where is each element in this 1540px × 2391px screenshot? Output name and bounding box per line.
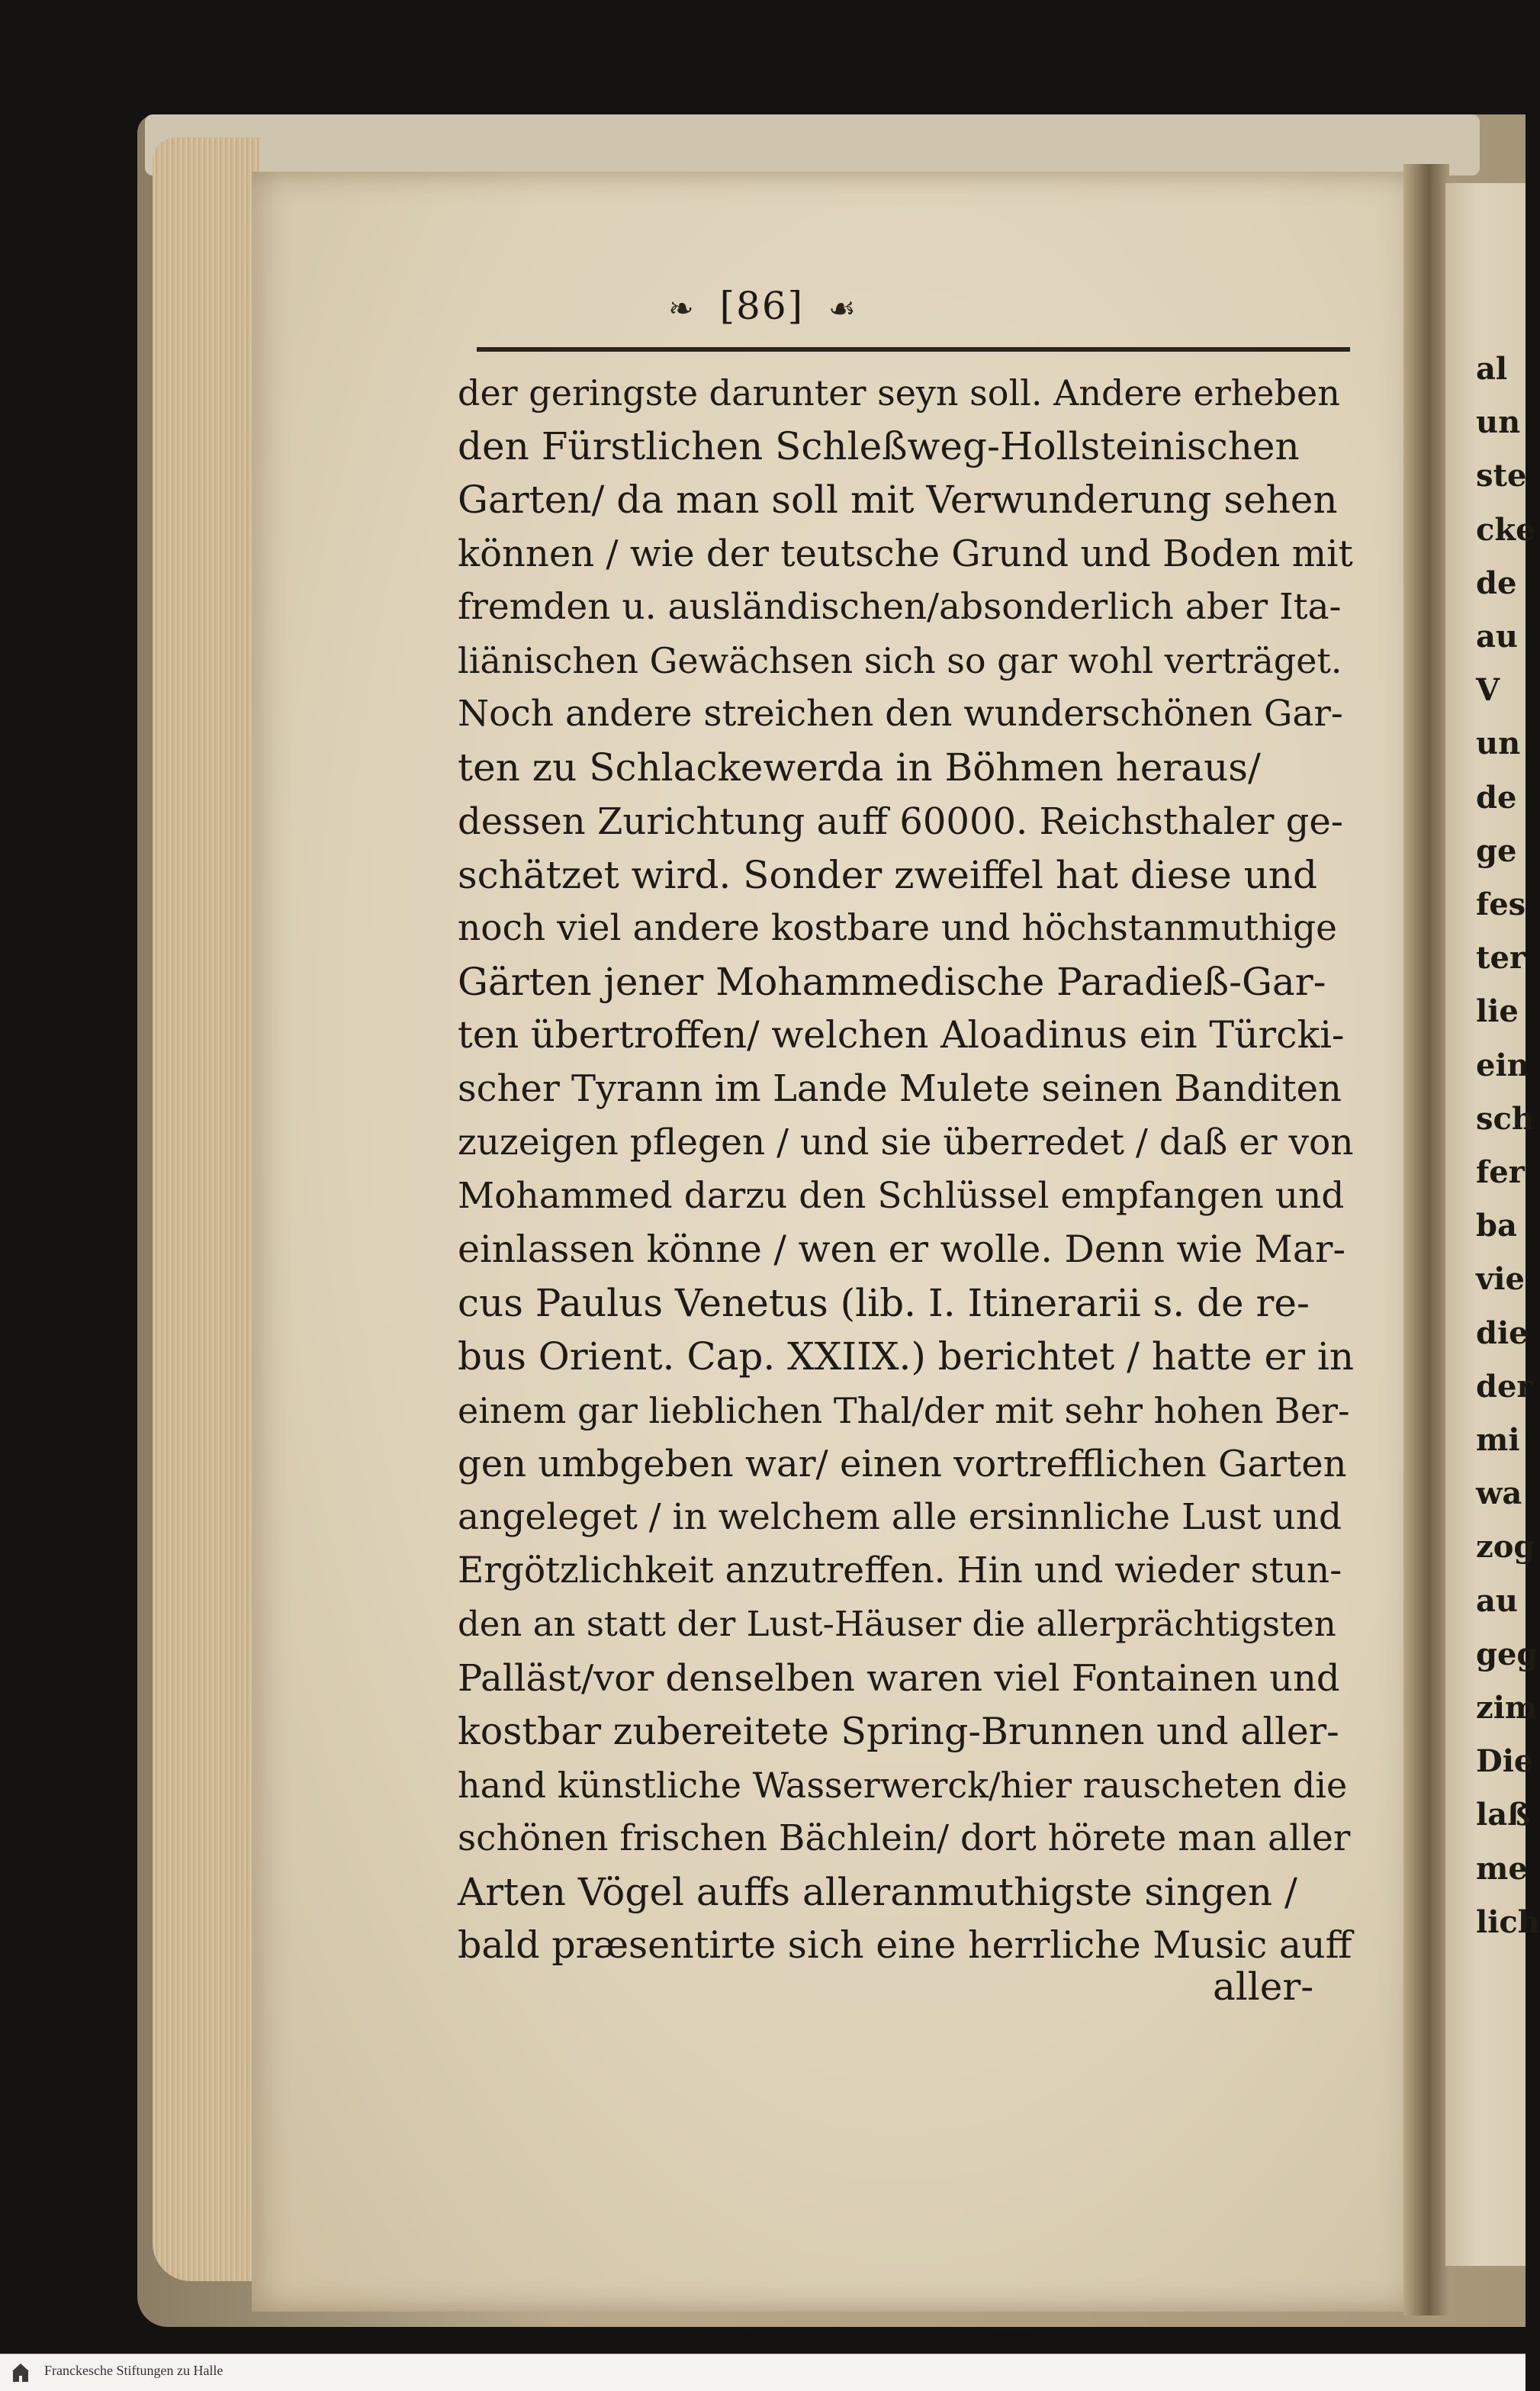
next-page-fragment: de — [1476, 565, 1517, 601]
next-page-fragment: fer — [1476, 1154, 1525, 1190]
next-page-fragment: ter — [1476, 940, 1526, 977]
ornament-left-icon: ❧ — [668, 291, 696, 327]
next-page-fragment: mi — [1476, 1422, 1520, 1458]
text-line: liänischen Gewächsen sich so gar wohl verträget. — [458, 639, 1342, 681]
text-line: den an statt der Lust-Häuser die allerprächtigsten — [458, 1604, 1336, 1645]
text-line: ten zu Schlackewerda in Böhmen heraus/ — [458, 745, 1261, 790]
next-page-fragment: au — [1476, 1582, 1518, 1619]
next-page-fragment: cke — [1476, 511, 1535, 548]
text-line: hand künstliche Wasserwerck/hier rauscheten die — [458, 1764, 1348, 1806]
text-line: den Fürstlichen Schleßweg-Hollsteinischen — [458, 424, 1300, 469]
next-page-fragment: au — [1476, 619, 1518, 655]
text-line: Mohammed darzu den Schlüssel empfangen und — [458, 1174, 1345, 1217]
next-page-fragment: vie — [1476, 1261, 1525, 1298]
text-line: einlassen könne / wen er wolle. Denn wie Mar- — [458, 1228, 1346, 1271]
next-page-fragment: die — [1476, 1315, 1529, 1351]
text-line: schönen frischen Bächlein/ dort hörete man aller — [458, 1817, 1351, 1860]
text-line: kostbar zubereitete Spring-Brunnen und aller- — [458, 1709, 1339, 1753]
next-page-fragment: Die — [1476, 1743, 1534, 1780]
text-line: Garten/ da man soll mit Verwunderung sehen — [458, 478, 1338, 523]
text-line: cus Paulus Venetus (lib. I. Itinerarii s. de re- — [458, 1281, 1310, 1326]
text-line: fremden u. ausländischen/absonderlich aber Ita- — [458, 585, 1342, 628]
next-page-fragment: de — [1476, 779, 1517, 816]
next-page-fragment: lich — [1476, 1903, 1540, 1940]
right-page-fragment — [1445, 183, 1540, 2266]
next-page-fragment: laß — [1476, 1797, 1531, 1833]
text-line: bus Orient. Cap. XXIIX.) berichtet / hatte er in — [458, 1334, 1355, 1379]
next-page-fragment: zim — [1476, 1690, 1538, 1726]
text-line: noch viel andere kostbare und höchstanmuthige — [458, 906, 1337, 949]
catchword: aller- — [1213, 1965, 1314, 2009]
next-page-fragment: ba — [1476, 1208, 1517, 1244]
book-gutter — [1403, 164, 1449, 2315]
header-rule — [477, 347, 1350, 352]
ornament-right-icon: ☙ — [828, 291, 857, 327]
text-line: können / wie der teutsche Grund und Boden mit — [458, 532, 1353, 575]
text-line: schätzet wird. Sonder zweiffel hat diese und — [458, 852, 1317, 897]
page-number: [86] — [719, 284, 805, 328]
next-page-fragment: al — [1476, 351, 1508, 387]
next-page-fragment: lie — [1476, 993, 1519, 1030]
text-line: scher Tyrann im Lande Mulete seinen Banditen — [458, 1067, 1342, 1111]
foundation-logo-icon — [11, 2362, 31, 2383]
next-page-fragment: geg — [1476, 1636, 1538, 1672]
next-page-fragment: der — [1476, 1368, 1533, 1405]
footer-bar — [0, 2354, 1526, 2391]
next-page-fragment: ge — [1476, 832, 1517, 869]
footer-caption: Franckesche Stiftungen zu Halle — [44, 2363, 223, 2378]
next-page-fragment: ein — [1476, 1047, 1529, 1083]
text-line: Palläst/vor denselben waren viel Fontainen und — [458, 1656, 1340, 1700]
torn-top-edge — [145, 114, 1480, 175]
text-line: einem gar lieblichen Thal/der mit sehr hohen Ber- — [458, 1389, 1350, 1431]
next-page-fragment: fes — [1476, 887, 1526, 922]
text-line: Noch andere streichen den wunderschönen Gar- — [458, 693, 1343, 735]
text-line: zuzeigen pflegen / und sie überredet / daß er von — [458, 1121, 1354, 1163]
next-page-fragment: V — [1476, 672, 1500, 709]
next-page-fragment: ste — [1476, 458, 1527, 494]
next-page-fragment: me — [1476, 1850, 1528, 1887]
page-body-text — [458, 366, 1354, 1973]
text-line: dessen Zurichtung auff 60000. Reichsthaler ge- — [458, 800, 1343, 843]
text-line: ten übertroffen/ welchen Aloadinus ein Türcki- — [458, 1013, 1345, 1057]
next-page-fragment: un — [1476, 404, 1521, 441]
next-page-fragment: sch — [1476, 1100, 1534, 1137]
text-line: Gärten jener Mohammedische Paradieß-Gar- — [458, 960, 1326, 1005]
text-line: Ergötzlichkeit anzutreffen. Hin und wieder stun- — [458, 1549, 1342, 1592]
page-stack-edge — [153, 137, 259, 2281]
next-page-fragment: zog — [1476, 1529, 1535, 1566]
text-line: bald præsentirte sich eine herrliche Music auff — [458, 1923, 1352, 1968]
next-page-fragment: un — [1476, 726, 1521, 762]
next-page-fragment: wa — [1476, 1475, 1522, 1512]
text-line: gen umbgeben war/ einen vortrefflichen Garten — [458, 1442, 1347, 1485]
text-line: angeleget / in welchem alle ersinnliche Lust und — [458, 1495, 1342, 1538]
page-header — [0, 284, 1526, 328]
text-line: Arten Vögel auffs alleranmuthigste singen / — [458, 1870, 1297, 1915]
text-line: der geringste darunter seyn soll. Andere erheben — [458, 372, 1340, 414]
